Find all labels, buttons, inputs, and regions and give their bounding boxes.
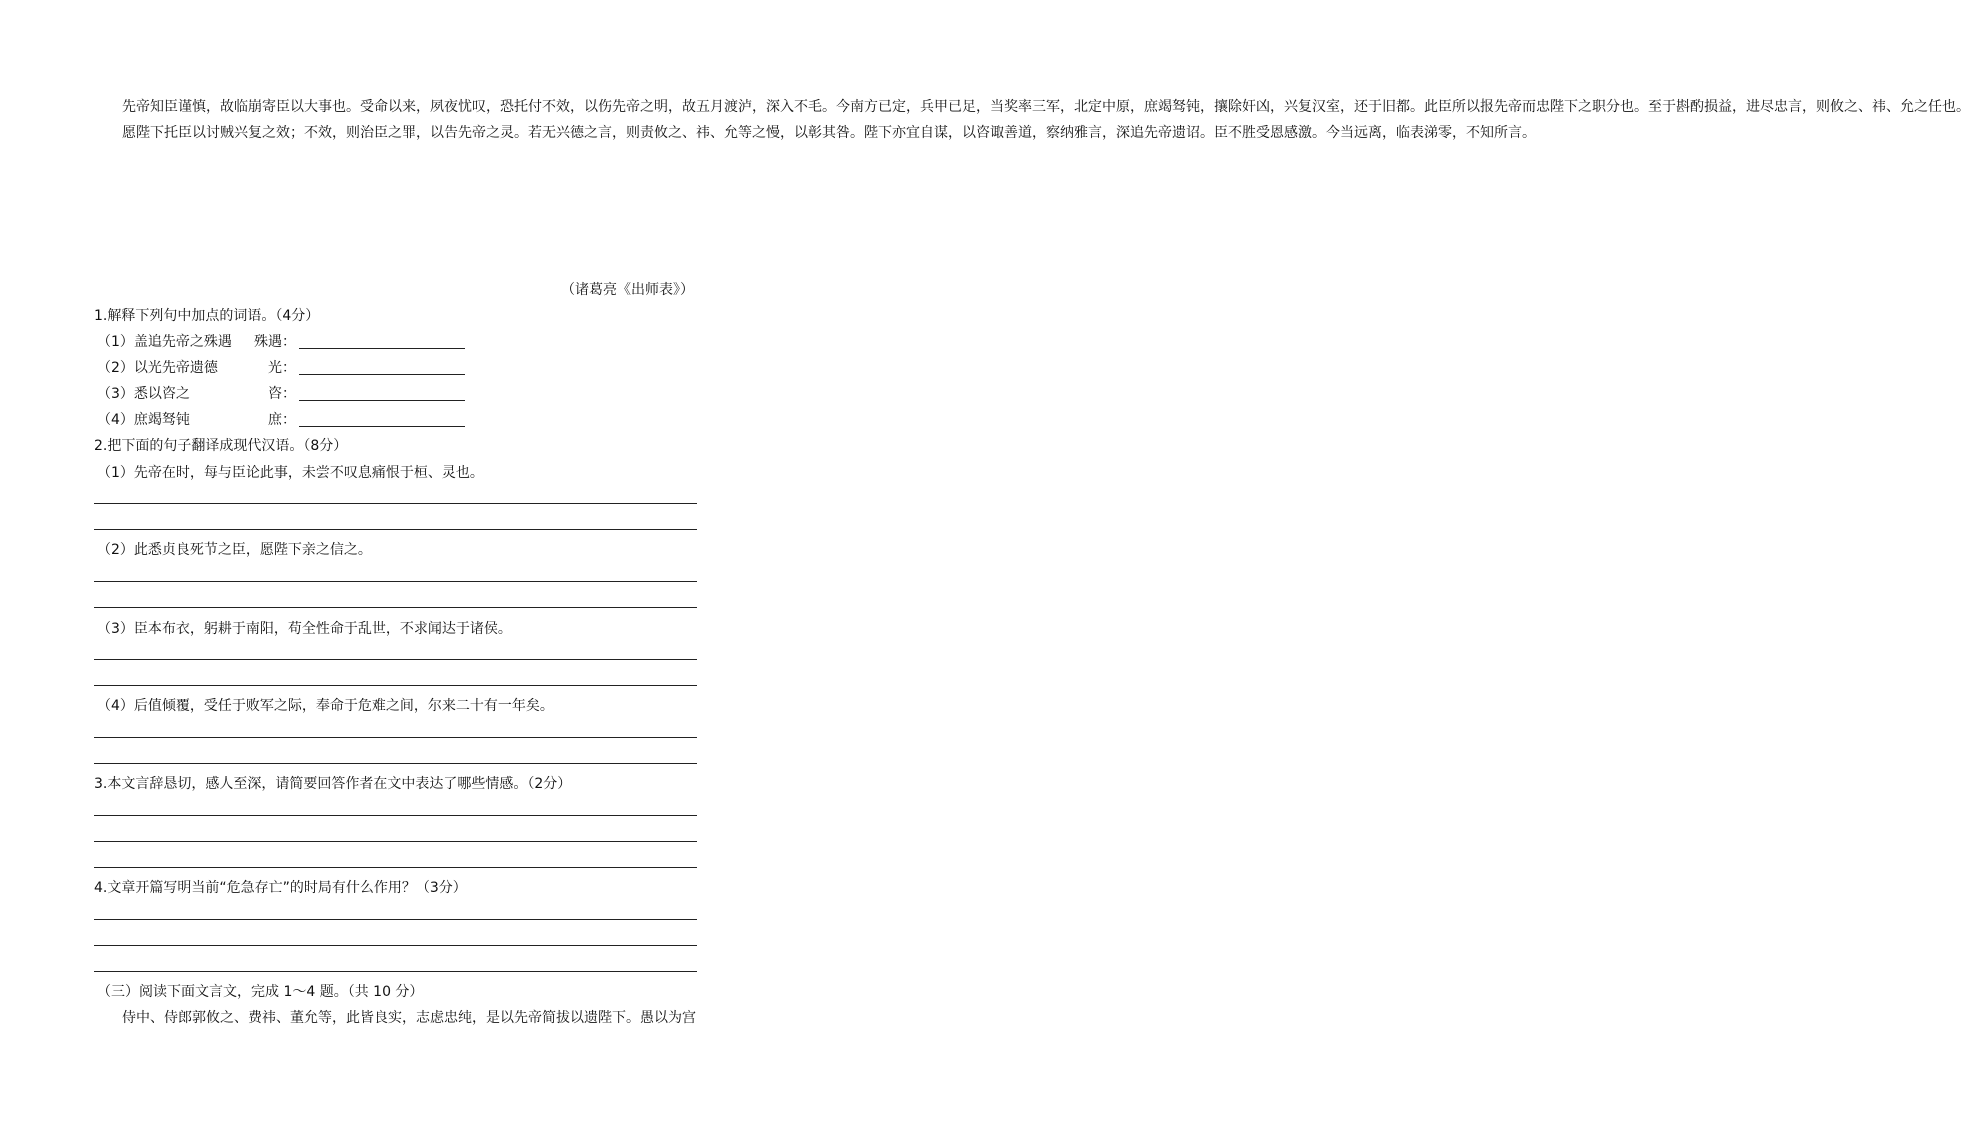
q1-item-3-word: 咨： (268, 386, 296, 402)
passage-source: （诸葛亮《出师表》） (561, 282, 694, 298)
q1-item-1-word: 殊遇： (254, 334, 296, 350)
passage-paragraph-2: 愿陛下托臣以讨贼兴复之效；不效，则治臣之罪，以告先帝之灵。若无兴德之言，则责攸之、祎、允等之慢，以彰其咎。陛下亦宜自谋，以咨诹善道，察纳雅言，深追先帝遗诏。臣不胜受恩感激。今当远离，临表涕零，不知所言。 (122, 125, 1536, 141)
q2-item-4-answer-line-1[interactable] (94, 737, 697, 738)
q2-item-1-answer-line-1[interactable] (94, 503, 697, 504)
q1-item-4-blank[interactable] (299, 426, 465, 427)
q2-item-3: （3）臣本布衣，躬耕于南阳，苟全性命于乱世，不求闻达于诸侯。 (97, 621, 512, 637)
passage-block (94, 94, 1970, 146)
q1-item-3-blank[interactable] (299, 400, 465, 401)
q3-title: 3.本文言辞恳切，感人至深，请简要回答作者在文中表达了哪些情感。（2分） (94, 776, 572, 792)
q4-title: 4.文章开篇写明当前“危急存亡”的时局有什么作用？（3分） (94, 880, 467, 896)
section3-title: （三）阅读下面文言文，完成 1～4 题。（共 10 分） (97, 984, 424, 1000)
q1-item-4-word: 庶： (268, 412, 296, 428)
q2-item-2: （2）此悉贞良死节之臣，愿陛下亲之信之。 (97, 542, 372, 558)
q1-item-2-word: 光： (268, 360, 296, 376)
q2-item-2-answer-line-2[interactable] (94, 607, 697, 608)
q4-answer-line-3[interactable] (94, 971, 697, 972)
q4-answer-line-1[interactable] (94, 919, 697, 920)
q1-title: 1.解释下列句中加点的词语。（4分） (94, 308, 320, 324)
section3-text: 侍中、侍郎郭攸之、费祎、董允等，此皆良实，志虑忠纯，是以先帝简拔以遗陛下。愚以为宫 (122, 1010, 696, 1026)
q2-item-4: （4）后值倾覆，受任于败军之际，奉命于危难之间，尔来二十有一年矣。 (97, 698, 554, 714)
q4-answer-line-2[interactable] (94, 945, 697, 946)
q2-item-2-answer-line-1[interactable] (94, 581, 697, 582)
q1-item-2-blank[interactable] (299, 374, 465, 375)
q3-answer-line-2[interactable] (94, 841, 697, 842)
q3-answer-line-3[interactable] (94, 867, 697, 868)
q1-item-1-sentence: （1）盖追先帝之殊遇 (97, 334, 232, 350)
passage-paragraph-1: 先帝知臣谨慎，故临崩寄臣以大事也。受命以来，夙夜忧叹，恐托付不效，以伤先帝之明，故五月渡泸，深入不毛。今南方已定，兵甲已足，当奖率三军，北定中原，庶竭驽钝，攘除奸凶，兴复汉室，还于旧都。此臣所以报先帝而忠陛下之职分也。至于斟酌损益，进尽忠言，则攸之、祎、允之任也。 (122, 99, 1970, 115)
q2-item-1: （1）先帝在时，每与臣论此事，未尝不叹息痛恨于桓、灵也。 (97, 465, 484, 481)
q3-answer-line-1[interactable] (94, 815, 697, 816)
q2-item-3-answer-line-2[interactable] (94, 685, 697, 686)
q2-item-3-answer-line-1[interactable] (94, 659, 697, 660)
q1-item-4-sentence: （4）庶竭驽钝 (97, 412, 190, 428)
q2-item-4-answer-line-2[interactable] (94, 763, 697, 764)
q2-item-1-answer-line-2[interactable] (94, 529, 697, 530)
q2-title: 2.把下面的句子翻译成现代汉语。（8分） (94, 438, 348, 454)
q1-item-1-blank[interactable] (299, 348, 465, 349)
q1-item-2-sentence: （2）以光先帝遗德 (97, 360, 218, 376)
q1-item-3-sentence: （3）悉以咨之 (97, 386, 190, 402)
